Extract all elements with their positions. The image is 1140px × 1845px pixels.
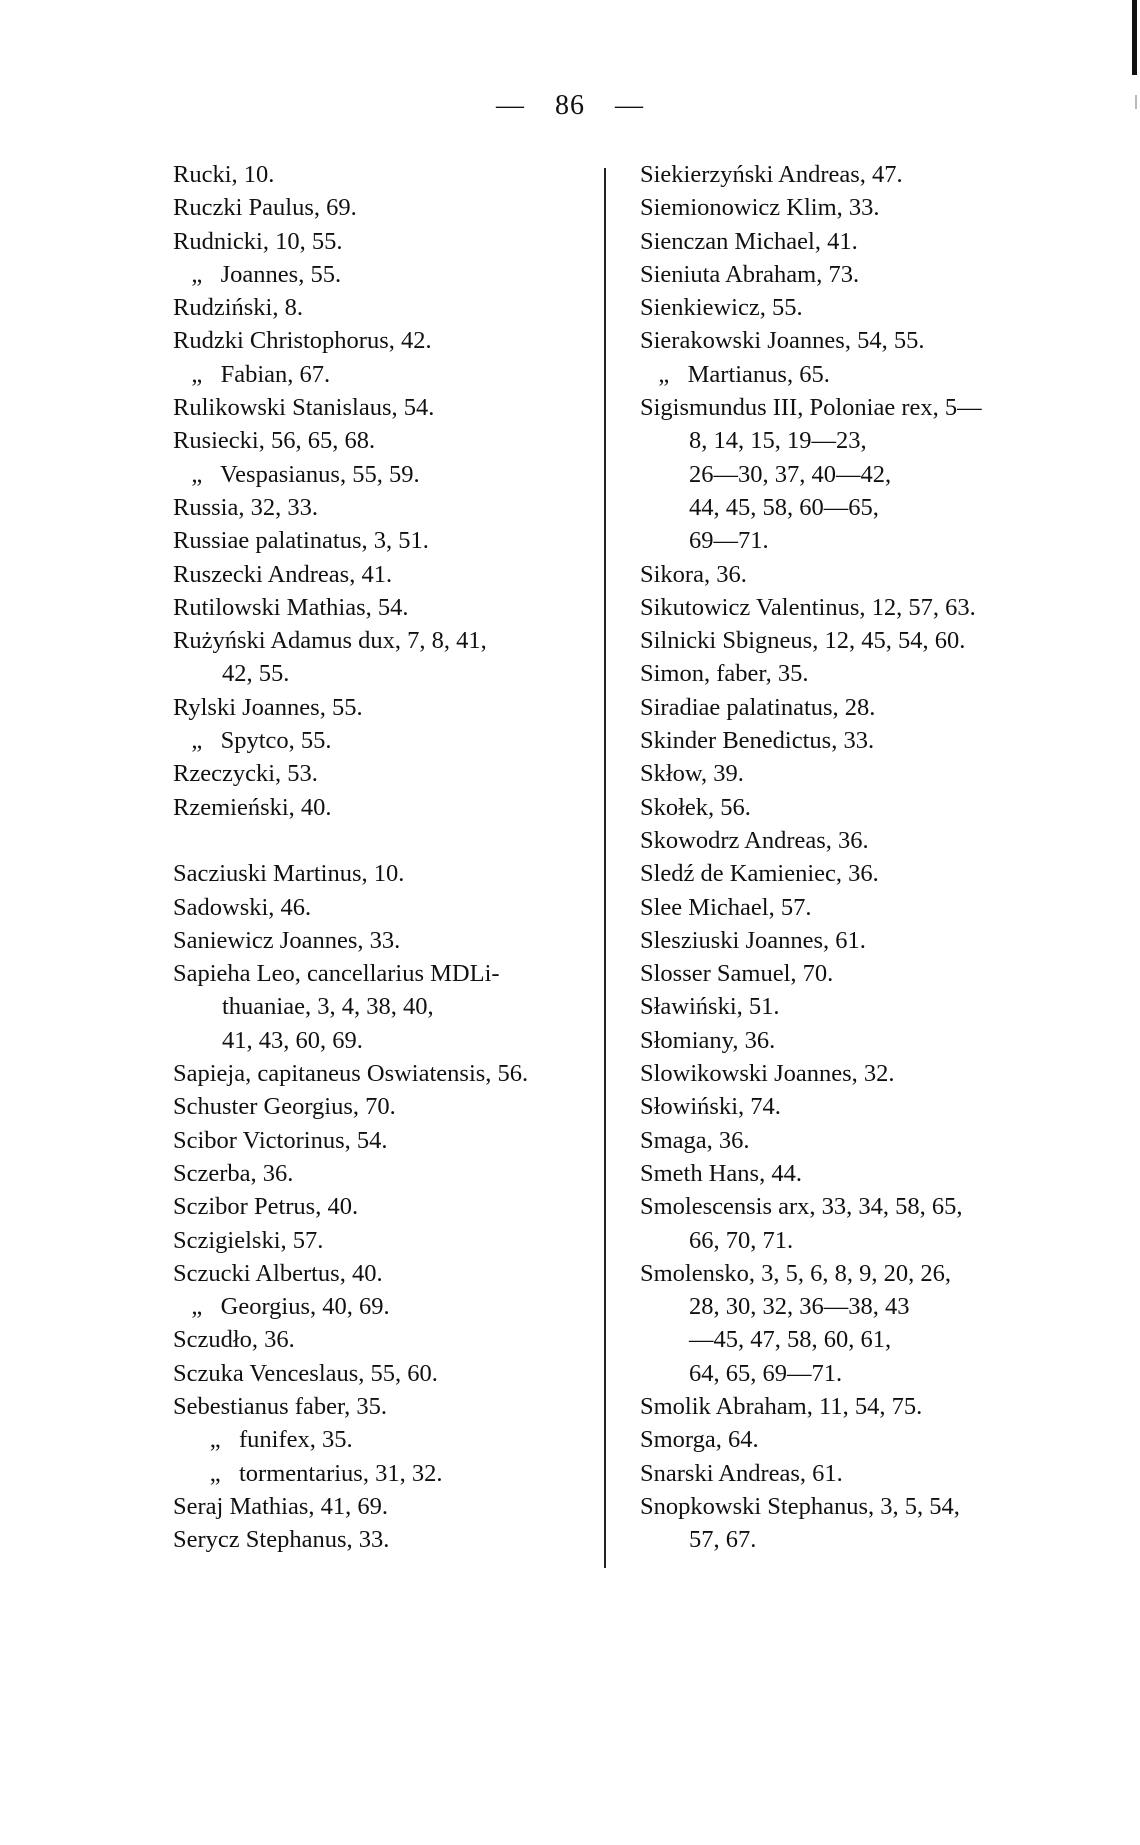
index-entry: Sadowski, 46. xyxy=(173,893,312,921)
index-entry: Smolik Abraham, 11, 54, 75. xyxy=(640,1392,923,1420)
index-entry: Smeth Hans, 44. xyxy=(640,1159,802,1187)
index-entry: Sebestianus faber, 35. xyxy=(173,1392,388,1420)
index-entry: Scibor Victorinus, 54. xyxy=(173,1126,388,1154)
index-entry: Ruczki Paulus, 69. xyxy=(173,194,357,222)
index-entry: Smaga, 36. xyxy=(640,1126,750,1154)
index-entry: „ Fabian, 67. xyxy=(173,360,331,388)
index-entry: „ Joannes, 55. xyxy=(173,260,342,288)
index-column-left xyxy=(173,158,593,1556)
index-entry: Sigismundus III, Poloniae rex, 5— xyxy=(640,394,982,422)
index-entry: Slowikowski Joannes, 32. xyxy=(640,1060,895,1088)
index-entry: 57, 67. xyxy=(640,1526,757,1554)
index-entry: Sczibor Petrus, 40. xyxy=(173,1193,359,1221)
index-entry: Sapieha Leo, cancellarius MDLi- xyxy=(173,960,500,988)
index-entry: Sapieja, capitaneus Oswiatensis, 56. xyxy=(173,1060,529,1088)
index-entry: Rudzki Christophorus, 42. xyxy=(173,327,432,355)
index-entry: Slesziuski Joannes, 61. xyxy=(640,926,866,954)
index-entry: 44, 45, 58, 60—65, xyxy=(640,493,879,521)
index-entry: Sikutowicz Valentinus, 12, 57, 63. xyxy=(640,593,976,621)
index-entry: 28, 30, 32, 36—38, 43 xyxy=(640,1293,910,1321)
index-entry: Smolescensis arx, 33, 34, 58, 65, xyxy=(640,1193,963,1221)
index-entry: 8, 14, 15, 19—23, xyxy=(640,427,867,455)
index-entry: Siemionowicz Klim, 33. xyxy=(640,194,880,222)
index-entry: 26—30, 37, 40—42, xyxy=(640,460,892,488)
index-entry: „ funifex, 35. xyxy=(173,1426,353,1454)
index-entry: Rusiecki, 56, 65, 68. xyxy=(173,427,376,455)
index-entry: Snopkowski Stephanus, 3, 5, 54, xyxy=(640,1492,960,1520)
index-entry: Slee Michael, 57. xyxy=(640,893,812,921)
index-entry: Rutilowski Mathias, 54. xyxy=(173,593,409,621)
index-entry: Sczerba, 36. xyxy=(173,1159,294,1187)
index-entry: Snarski Andreas, 61. xyxy=(640,1459,843,1487)
index-entry: „ Martianus, 65. xyxy=(640,360,830,388)
index-entry: Siekierzyński Andreas, 47. xyxy=(640,161,903,188)
scan-edge-mark xyxy=(1132,0,1137,75)
index-entry: Simon, faber, 35. xyxy=(640,660,809,688)
index-entry: Rulikowski Stanislaus, 54. xyxy=(173,394,435,422)
index-entry: 42, 55. xyxy=(173,660,290,688)
index-entry: Sienczan Michael, 41. xyxy=(640,227,858,255)
index-entry: Sławiński, 51. xyxy=(640,993,780,1021)
index-entry: Sczudło, 36. xyxy=(173,1326,295,1354)
index-entry: Sledź de Kamieniec, 36. xyxy=(640,860,879,888)
index-entry: Rudnicki, 10, 55. xyxy=(173,227,343,255)
index-entry: Smorga, 64. xyxy=(640,1426,759,1454)
index-entry: Skowodrz Andreas, 36. xyxy=(640,826,869,854)
index-entry: Słomiany, 36. xyxy=(640,1026,776,1054)
index-entry: Russiae palatinatus, 3, 51. xyxy=(173,527,429,555)
index-entry: Rylski Joannes, 55. xyxy=(173,693,363,721)
index-entry: Sczigielski, 57. xyxy=(173,1226,324,1254)
index-entry: Sierakowski Joannes, 54, 55. xyxy=(640,327,925,355)
page-number: 86 xyxy=(555,90,585,121)
index-entry: Sieniuta Abraham, 73. xyxy=(640,260,860,288)
index-entry: Silnicki Sbigneus, 12, 45, 54, 60. xyxy=(640,627,966,655)
index-entry: Serycz Stephanus, 33. xyxy=(173,1526,390,1554)
index-entry: Russia, 32, 33. xyxy=(173,493,318,521)
index-entry: Skinder Benedictus, 33. xyxy=(640,727,875,755)
header-dash-left: — xyxy=(496,90,525,121)
index-entry: Smolensko, 3, 5, 6, 8, 9, 20, 26, xyxy=(640,1259,952,1287)
index-entry: Sienkiewicz, 55. xyxy=(640,294,803,322)
index-entry: 41, 43, 60, 69. xyxy=(173,1026,363,1054)
index-entry: Słowiński, 74. xyxy=(640,1093,781,1121)
index-entry: „ Georgius, 40, 69. xyxy=(173,1293,390,1321)
index-column-right xyxy=(640,158,1070,1556)
index-entry: Rucki, 10. xyxy=(173,161,275,188)
index-entry: Seraj Mathias, 41, 69. xyxy=(173,1492,389,1520)
index-entry: thuaniae, 3, 4, 38, 40, xyxy=(173,993,434,1021)
index-entry: „ Vespasianus, 55, 59. xyxy=(173,460,420,488)
index-entry: Sacziuski Martinus, 10. xyxy=(173,860,405,888)
index-entry: Siradiae palatinatus, 28. xyxy=(640,693,876,721)
index-entry: —45, 47, 58, 60, 61, xyxy=(640,1326,892,1354)
index-entry: Schuster Georgius, 70. xyxy=(173,1093,396,1121)
index-entry: „ Spytco, 55. xyxy=(173,727,332,755)
header-dash-right: — xyxy=(615,90,644,121)
index-entry: 64, 65, 69—71. xyxy=(640,1359,843,1387)
page-header xyxy=(0,90,1140,122)
column-divider xyxy=(604,168,606,1568)
index-entry: Sczuka Venceslaus, 55, 60. xyxy=(173,1359,438,1387)
index-entry: Sikora, 36. xyxy=(640,560,747,588)
index-entry: Rzeczycki, 53. xyxy=(173,760,318,788)
index-entry: Sczucki Albertus, 40. xyxy=(173,1259,383,1287)
index-entry: Rzemieński, 40. xyxy=(173,793,332,821)
index-entry: Skłow, 39. xyxy=(640,760,744,788)
index-entry: Rudziński, 8. xyxy=(173,294,303,322)
index-entry: „ tormentarius, 31, 32. xyxy=(173,1459,443,1487)
index-entry: Slosser Samuel, 70. xyxy=(640,960,834,988)
index-entry: Rużyński Adamus dux, 7, 8, 41, xyxy=(173,627,487,655)
index-entry: 66, 70, 71. xyxy=(640,1226,794,1254)
index-entry: Skołek, 56. xyxy=(640,793,751,821)
index-entry: Ruszecki Andreas, 41. xyxy=(173,560,393,588)
blank-line xyxy=(173,824,593,857)
index-entry: 69—71. xyxy=(640,527,769,555)
index-entry: Saniewicz Joannes, 33. xyxy=(173,926,401,954)
